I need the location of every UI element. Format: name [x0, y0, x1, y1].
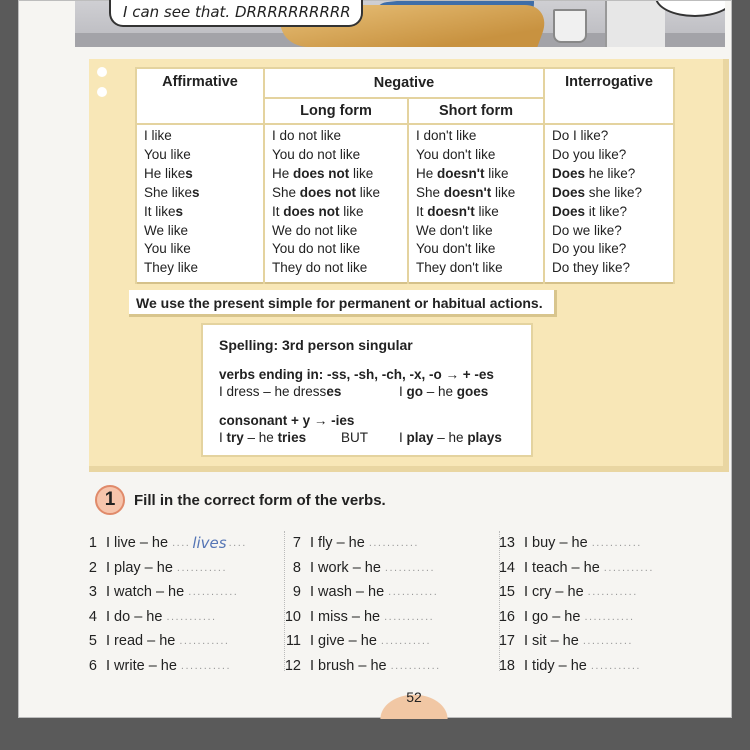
header-affirmative: Affirmative — [136, 68, 264, 124]
exercise-item-number: 9 — [292, 584, 301, 601]
table-cell-line: She doesn't like — [416, 184, 516, 200]
answer-blank[interactable]: ........... — [603, 561, 654, 574]
spelling-title: Spelling: 3rd person singular — [219, 337, 413, 353]
grammar-box-dots — [97, 67, 107, 107]
exercise-number-badge: 1 — [95, 485, 125, 515]
answer-blank[interactable]: ........... — [188, 586, 239, 599]
table-cell-line: He doesn't like — [416, 165, 509, 181]
exercise-item-prompt: I give – he — [310, 633, 377, 650]
exercise-item-number: 8 — [292, 559, 301, 576]
exercise-item — [283, 654, 441, 679]
spelling-examples-ies: I try – he tries BUT I play – he plays — [219, 430, 502, 445]
cartoon-bubble-partial — [655, 1, 725, 17]
exercise-item-number: 13 — [498, 535, 515, 552]
exercise-item-prompt: I buy – he — [524, 535, 588, 552]
page-number: 52 — [367, 685, 461, 719]
answer-blank[interactable]: ........... — [166, 610, 217, 623]
exercise-item-number: 16 — [498, 608, 515, 625]
exercise-item — [79, 605, 247, 630]
exercise-item — [283, 629, 441, 654]
table-cell-line: You like — [144, 241, 191, 257]
grammar-box — [89, 59, 729, 472]
exercise-column-1 — [79, 531, 247, 678]
exercise-item-prompt: I live – he — [106, 535, 169, 552]
exercise-item-number: 14 — [498, 559, 515, 576]
exercise-item — [497, 629, 654, 654]
exercise-item-prompt: I sit – he — [524, 633, 579, 650]
answer-blank[interactable]: ........... — [380, 635, 432, 648]
spelling-box — [201, 323, 533, 457]
exercise-column-2 — [283, 531, 441, 678]
exercise-item-prompt: I go – he — [524, 608, 581, 625]
header-interrogative: Interrogative — [544, 68, 674, 124]
exercise-item — [79, 556, 247, 581]
exercise-item — [497, 605, 654, 630]
table-cell-line: You do not like — [272, 241, 361, 257]
exercise-header — [95, 485, 386, 515]
usage-note: We use the present simple for permanent or habitual actions. — [129, 290, 557, 317]
table-cell-line: You like — [144, 146, 191, 162]
table-cell-line: We do not like — [272, 222, 358, 238]
exercise-item-prompt: I tidy – he — [524, 657, 587, 674]
answer-blank[interactable]: ........... — [390, 659, 441, 672]
exercise-item — [283, 556, 441, 581]
table-cell-line: You don't like — [416, 241, 496, 257]
exercise-item — [283, 531, 441, 556]
speech-bubble: I can see that. DRRRRRRRRRR — [109, 0, 363, 27]
negative-long-column — [264, 124, 408, 283]
table-cell-line: They don't like — [416, 260, 503, 276]
table-cell-line: She does not like — [272, 184, 381, 200]
answer-blank[interactable]: ........... — [176, 561, 228, 574]
answer-blank[interactable]: ........... — [384, 561, 436, 574]
exercise-column-3 — [497, 531, 654, 678]
header-negative: Negative — [264, 68, 544, 98]
answer-blank[interactable]: ........... — [368, 537, 419, 550]
exercise-item — [497, 531, 654, 556]
exercise-item-number: 3 — [88, 584, 97, 601]
exercise-item-number: 17 — [498, 633, 515, 650]
exercise-item-number: 10 — [284, 608, 301, 625]
affirmative-column — [136, 124, 264, 283]
answer-blank[interactable]: ........... — [584, 610, 635, 623]
spelling-examples-es: I dress – he dresses I go – he goes — [219, 384, 489, 399]
table-cell-line: He does not like — [272, 165, 374, 181]
answer-blank[interactable]: ........... — [179, 635, 230, 648]
interrogative-column — [544, 124, 674, 283]
table-cell-line: I do not like — [272, 128, 342, 143]
textbook-page — [18, 0, 732, 718]
table-cell-line: Do you like? — [552, 241, 627, 257]
exercise-item — [79, 654, 247, 679]
exercise-item-prompt: I read – he — [106, 633, 176, 650]
exercise-item-prompt: I wash – he — [310, 584, 385, 601]
table-cell-line: It likes — [144, 203, 184, 219]
spelling-rule-es: verbs ending in: -ss, -sh, -ch, -x, -o → + -es — [219, 367, 494, 382]
exercise-item: 1 I live – he .... lives .... — [79, 531, 247, 556]
exercise-item-prompt: I cry – he — [524, 584, 584, 601]
answer-blank[interactable]: ........... — [180, 659, 232, 672]
exercise-item-prompt: I teach – he — [524, 559, 600, 576]
header-long-form: Long form — [264, 98, 408, 124]
exercise-item-prompt: I brush – he — [310, 657, 387, 674]
exercise-item-prompt: I write – he — [106, 657, 177, 674]
spelling-rule-ies: consonant + y → -ies — [219, 413, 355, 428]
table-cell-line: You don't like — [416, 146, 496, 162]
table-cell-line: They do not like — [272, 260, 368, 276]
table-cell-line: She likes — [144, 184, 200, 200]
exercise-item-prompt: I miss – he — [310, 608, 381, 625]
exercise-item-number: 12 — [284, 657, 301, 674]
but-label: BUT — [341, 430, 368, 445]
table-cell-line: I like — [144, 128, 172, 143]
exercise-title: Fill in the correct form of the verbs. — [134, 491, 386, 509]
table-cell-line: Do you like? — [552, 146, 627, 162]
table-cell-line: I don't like — [416, 128, 477, 143]
exercise-item-prompt: I work – he — [310, 559, 381, 576]
exercise-item — [497, 580, 654, 605]
exercise-item — [283, 605, 441, 630]
exercise-item — [497, 556, 654, 581]
exercise-item-number: 1 — [88, 535, 97, 552]
exercise-item-prompt: I do – he — [106, 608, 163, 625]
exercise-item — [79, 629, 247, 654]
negative-short-column — [408, 124, 544, 283]
exercise-item-number: 2 — [88, 559, 97, 576]
table-cell-line: They like — [144, 260, 199, 276]
exercise-item — [497, 654, 654, 679]
answer-blank[interactable]: ........... — [582, 635, 633, 648]
exercise-item-number: 15 — [498, 584, 515, 601]
table-cell-line: Do I like? — [552, 128, 609, 143]
table-cell-line: We like — [144, 222, 189, 238]
exercise-item-prompt: I fly – he — [310, 535, 365, 552]
answer-blank[interactable]: ........... — [388, 586, 439, 599]
table-cell-line: He likes — [144, 165, 193, 181]
exercise-item-prompt: I play – he — [106, 559, 173, 576]
answer-blank[interactable]: ........... — [587, 586, 638, 599]
table-cell-line: It does not like — [272, 203, 364, 219]
exercise-item — [79, 580, 247, 605]
table-cell-line: Do we like? — [552, 222, 622, 238]
handwritten-answer[interactable]: lives — [192, 534, 227, 553]
answer-blank[interactable]: ........... — [384, 610, 435, 623]
exercise-item-number: 5 — [88, 633, 97, 650]
present-simple-table — [135, 67, 675, 284]
table-cell-line: Do they like? — [552, 260, 631, 276]
exercise-item-number: 18 — [498, 657, 515, 674]
cartoon-cup — [553, 9, 587, 43]
exercise-item-number: 6 — [88, 657, 97, 674]
table-cell-line: Does he like? — [552, 165, 636, 181]
table-cell-line: It doesn't like — [416, 203, 499, 219]
cartoon-tank — [605, 1, 665, 47]
table-cell-line: We don't like — [416, 222, 493, 238]
exercise-item — [283, 580, 441, 605]
answer-blank[interactable]: ........... — [591, 537, 642, 550]
answer-blank[interactable]: ........... — [590, 659, 641, 672]
table-cell-line: You do not like — [272, 146, 361, 162]
exercise-item-number: 7 — [292, 535, 301, 552]
header-short-form: Short form — [408, 98, 544, 124]
exercise-item-number: 11 — [285, 633, 301, 650]
table-cell-line: Does it like? — [552, 203, 628, 219]
exercise-item-number: 4 — [88, 608, 97, 625]
exercise-item-prompt: I watch – he — [106, 584, 185, 601]
table-cell-line: Does she like? — [552, 184, 643, 200]
